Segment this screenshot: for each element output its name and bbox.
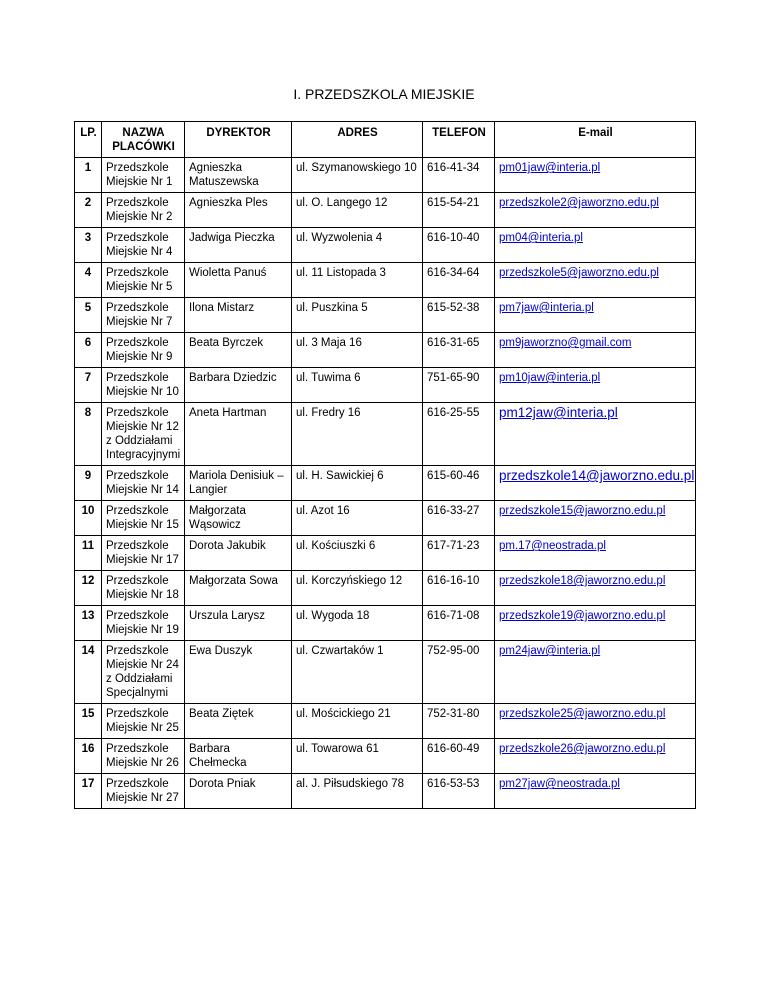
email-link[interactable]: przedszkole15@jaworzno.edu.pl — [499, 505, 666, 517]
cell-phone: 616-34-64 — [423, 263, 495, 298]
cell-email — [495, 193, 696, 228]
cell-lp: 11 — [75, 536, 102, 571]
cell-director — [185, 403, 292, 466]
name-line: Miejskie Nr 17 — [106, 554, 179, 566]
name-line: Przedszkole — [106, 575, 169, 587]
cell-phone: 615-60-46 — [423, 466, 495, 501]
cell-address: ul. Towarowa 61 — [292, 739, 423, 774]
name-line: Przedszkole — [106, 162, 169, 174]
table-row — [75, 333, 696, 368]
cell-email — [495, 158, 696, 193]
cell-lp: 13 — [75, 606, 102, 641]
email-link[interactable]: pm04@interia.pl — [499, 232, 583, 244]
director-line: Matuszewska — [189, 176, 259, 188]
email-link[interactable]: przedszkole26@jaworzno.edu.pl — [499, 743, 666, 755]
cell-address: ul. Mościckiego 21 — [292, 704, 423, 739]
cell-address: ul. H. Sawickiej 6 — [292, 466, 423, 501]
name-line: Miejskie Nr 9 — [106, 351, 173, 363]
table-row — [75, 704, 696, 739]
cell-phone: 615-54-21 — [423, 193, 495, 228]
table-row — [75, 641, 696, 704]
cell-address: ul. O. Langego 12 — [292, 193, 423, 228]
email-link[interactable]: pm24jaw@interia.pl — [499, 645, 601, 657]
cell-name — [102, 641, 185, 704]
director-line: Beata Byrczek — [189, 337, 264, 349]
cell-email — [495, 774, 696, 809]
cell-director — [185, 606, 292, 641]
cell-name — [102, 228, 185, 263]
cell-name — [102, 501, 185, 536]
header-email: E-mail — [495, 122, 696, 158]
name-line: Przedszkole — [106, 372, 169, 384]
header-director: DYREKTOR — [185, 122, 292, 158]
cell-address: ul. Puszkina 5 — [292, 298, 423, 333]
cell-email — [495, 641, 696, 704]
cell-name — [102, 403, 185, 466]
cell-phone: 616-25-55 — [423, 403, 495, 466]
cell-address: ul. Korczyńskiego 12 — [292, 571, 423, 606]
header-address: ADRES — [292, 122, 423, 158]
director-line: Dorota Jakubik — [189, 540, 266, 552]
table-row — [75, 263, 696, 298]
cell-lp: 10 — [75, 501, 102, 536]
cell-phone: 616-31-65 — [423, 333, 495, 368]
cell-director — [185, 704, 292, 739]
table-row — [75, 774, 696, 809]
director-line: Beata Ziętek — [189, 708, 254, 720]
header-name-line1: NAZWA — [122, 127, 165, 139]
director-line: Małgorzata Sowa — [189, 575, 278, 587]
cell-name — [102, 298, 185, 333]
cell-phone: 751-65-90 — [423, 368, 495, 403]
cell-email — [495, 536, 696, 571]
cell-name — [102, 704, 185, 739]
cell-name — [102, 466, 185, 501]
cell-email — [495, 263, 696, 298]
cell-phone: 615-52-38 — [423, 298, 495, 333]
cell-address: ul. Fredry 16 — [292, 403, 423, 466]
cell-director — [185, 333, 292, 368]
cell-lp: 7 — [75, 368, 102, 403]
cell-phone: 616-60-49 — [423, 739, 495, 774]
cell-lp: 5 — [75, 298, 102, 333]
name-line: Miejskie Nr 15 — [106, 519, 179, 531]
table-header-row — [75, 122, 696, 158]
email-link[interactable]: pm12jaw@interia.pl — [499, 405, 618, 420]
cell-director — [185, 158, 292, 193]
cell-lp: 12 — [75, 571, 102, 606]
email-link[interactable]: przedszkole14@jaworzno.edu.pl — [499, 468, 695, 483]
table-row — [75, 501, 696, 536]
cell-lp: 16 — [75, 739, 102, 774]
cell-address: ul. 3 Maja 16 — [292, 333, 423, 368]
cell-director — [185, 298, 292, 333]
email-link[interactable]: przedszkole18@jaworzno.edu.pl — [499, 575, 666, 587]
cell-name — [102, 606, 185, 641]
director-line: Chełmecka — [189, 757, 247, 769]
cell-email — [495, 704, 696, 739]
page-title: I. PRZEDSZKOLA MIEJSKIE — [293, 86, 475, 102]
table-row — [75, 536, 696, 571]
cell-director — [185, 739, 292, 774]
cell-name — [102, 263, 185, 298]
cell-address: ul. Azot 16 — [292, 501, 423, 536]
name-line: Przedszkole — [106, 505, 169, 517]
cell-phone: 752-95-00 — [423, 641, 495, 704]
name-line: Przedszkole — [106, 778, 169, 790]
header-phone: TELEFON — [423, 122, 495, 158]
name-line: z Oddziałami — [106, 435, 173, 447]
name-line: Przedszkole — [106, 197, 169, 209]
cell-email — [495, 333, 696, 368]
cell-director — [185, 368, 292, 403]
header-lp: LP. — [75, 122, 102, 158]
director-line: Agnieszka Ples — [189, 197, 268, 209]
cell-director — [185, 466, 292, 501]
cell-name — [102, 158, 185, 193]
director-line: Agnieszka — [189, 162, 243, 174]
email-link[interactable]: pm01jaw@interia.pl — [499, 162, 601, 174]
cell-email — [495, 501, 696, 536]
table-row — [75, 606, 696, 641]
email-link[interactable]: przedszkole25@jaworzno.edu.pl — [499, 708, 666, 720]
table-body — [75, 158, 696, 809]
cell-director — [185, 774, 292, 809]
name-line: Miejskie Nr 24 — [106, 659, 179, 671]
name-line: Przedszkole — [106, 267, 169, 279]
name-line: Przedszkole — [106, 743, 169, 755]
cell-lp: 2 — [75, 193, 102, 228]
table-row — [75, 228, 696, 263]
director-line: Ewa Duszyk — [189, 645, 253, 657]
email-link[interactable]: pm27jaw@neostrada.pl — [499, 778, 620, 790]
cell-phone: 616-10-40 — [423, 228, 495, 263]
cell-lp: 4 — [75, 263, 102, 298]
cell-lp: 1 — [75, 158, 102, 193]
director-line: Ilona Mistarz — [189, 302, 255, 314]
cell-name — [102, 774, 185, 809]
cell-email — [495, 228, 696, 263]
cell-director — [185, 228, 292, 263]
name-line: Miejskie Nr 10 — [106, 386, 179, 398]
cell-email — [495, 298, 696, 333]
name-line: Przedszkole — [106, 302, 169, 314]
cell-name — [102, 536, 185, 571]
cell-phone: 752-31-80 — [423, 704, 495, 739]
name-line: Miejskie Nr 12 — [106, 421, 179, 433]
cell-address: ul. 11 Listopada 3 — [292, 263, 423, 298]
name-line: Przedszkole — [106, 232, 169, 244]
director-line: Wąsowicz — [189, 519, 241, 531]
cell-name — [102, 571, 185, 606]
cell-lp: 9 — [75, 466, 102, 501]
cell-address: ul. Tuwima 6 — [292, 368, 423, 403]
director-line: Barbara Dziedzic — [189, 372, 277, 384]
name-line: Przedszkole — [106, 470, 169, 482]
name-line: Miejskie Nr 25 — [106, 722, 179, 734]
name-line: z Oddziałami — [106, 673, 173, 685]
table-row — [75, 368, 696, 403]
director-line: Barbara — [189, 743, 230, 755]
email-link[interactable]: pm10jaw@interia.pl — [499, 372, 601, 384]
cell-phone: 616-71-08 — [423, 606, 495, 641]
director-line: Aneta Hartman — [189, 407, 267, 419]
name-line: Miejskie Nr 26 — [106, 757, 179, 769]
cell-director — [185, 193, 292, 228]
cell-phone: 616-41-34 — [423, 158, 495, 193]
email-link[interactable]: pm7jaw@interia.pl — [499, 302, 594, 314]
name-line: Przedszkole — [106, 610, 169, 622]
name-line: Przedszkole — [106, 407, 169, 419]
cell-name — [102, 368, 185, 403]
table-row — [75, 193, 696, 228]
cell-lp: 8 — [75, 403, 102, 466]
name-line: Miejskie Nr 19 — [106, 624, 179, 636]
director-line: Jadwiga Pieczka — [189, 232, 275, 244]
table-row — [75, 739, 696, 774]
cell-phone: 616-53-53 — [423, 774, 495, 809]
cell-address: al. J. Piłsudskiego 78 — [292, 774, 423, 809]
email-link[interactable]: przedszkole2@jaworzno.edu.pl — [499, 197, 659, 209]
name-line: Przedszkole — [106, 645, 169, 657]
cell-director — [185, 501, 292, 536]
name-line: Miejskie Nr 5 — [106, 281, 173, 293]
name-line: Integracyjnymi — [106, 449, 181, 461]
table-row — [75, 466, 696, 501]
email-link[interactable]: pm.17@neostrada.pl — [499, 540, 606, 552]
name-line: Miejskie Nr 7 — [106, 316, 173, 328]
email-link[interactable]: przedszkole19@jaworzno.edu.pl — [499, 610, 666, 622]
name-line: Specjalnymi — [106, 687, 168, 699]
email-link[interactable]: przedszkole5@jaworzno.edu.pl — [499, 267, 659, 279]
cell-name — [102, 193, 185, 228]
cell-director — [185, 263, 292, 298]
name-line: Miejskie Nr 2 — [106, 211, 173, 223]
cell-email — [495, 606, 696, 641]
cell-email — [495, 571, 696, 606]
cell-email — [495, 368, 696, 403]
director-line: Mariola Denisiuk – — [189, 470, 284, 482]
director-line: Dorota Pniak — [189, 778, 256, 790]
name-line: Miejskie Nr 4 — [106, 246, 173, 258]
cell-address: ul. Wyzwolenia 4 — [292, 228, 423, 263]
cell-lp: 17 — [75, 774, 102, 809]
name-line: Przedszkole — [106, 540, 169, 552]
director-line: Langier — [189, 484, 228, 496]
cell-lp: 3 — [75, 228, 102, 263]
name-line: Miejskie Nr 1 — [106, 176, 173, 188]
cell-name — [102, 333, 185, 368]
header-name-line2: PLACÓWKI — [112, 141, 175, 153]
cell-address: ul. Szymanowskiego 10 — [292, 158, 423, 193]
cell-email — [495, 403, 696, 466]
cell-name — [102, 739, 185, 774]
cell-phone: 616-33-27 — [423, 501, 495, 536]
email-link[interactable]: pm9jaworzno@gmail.com — [499, 337, 632, 349]
table-row — [75, 403, 696, 466]
director-line: Małgorzata — [189, 505, 246, 517]
cell-director — [185, 536, 292, 571]
cell-lp: 15 — [75, 704, 102, 739]
cell-address: ul. Czwartaków 1 — [292, 641, 423, 704]
table-row — [75, 158, 696, 193]
cell-director — [185, 571, 292, 606]
name-line: Przedszkole — [106, 708, 169, 720]
name-line: Miejskie Nr 18 — [106, 589, 179, 601]
table-row — [75, 298, 696, 333]
name-line: Miejskie Nr 14 — [106, 484, 179, 496]
cell-address: ul. Kościuszki 6 — [292, 536, 423, 571]
name-line: Miejskie Nr 27 — [106, 792, 179, 804]
table-row — [75, 571, 696, 606]
cell-phone: 616-16-10 — [423, 571, 495, 606]
cell-email — [495, 466, 696, 501]
cell-phone: 617-71-23 — [423, 536, 495, 571]
header-name — [102, 122, 185, 158]
cell-email — [495, 739, 696, 774]
director-line: Urszula Larysz — [189, 610, 266, 622]
cell-lp: 6 — [75, 333, 102, 368]
name-line: Przedszkole — [106, 337, 169, 349]
cell-lp: 14 — [75, 641, 102, 704]
cell-address: ul. Wygoda 18 — [292, 606, 423, 641]
cell-director — [185, 641, 292, 704]
director-line: Wioletta Panuś — [189, 267, 267, 279]
kindergarten-table — [74, 121, 696, 809]
